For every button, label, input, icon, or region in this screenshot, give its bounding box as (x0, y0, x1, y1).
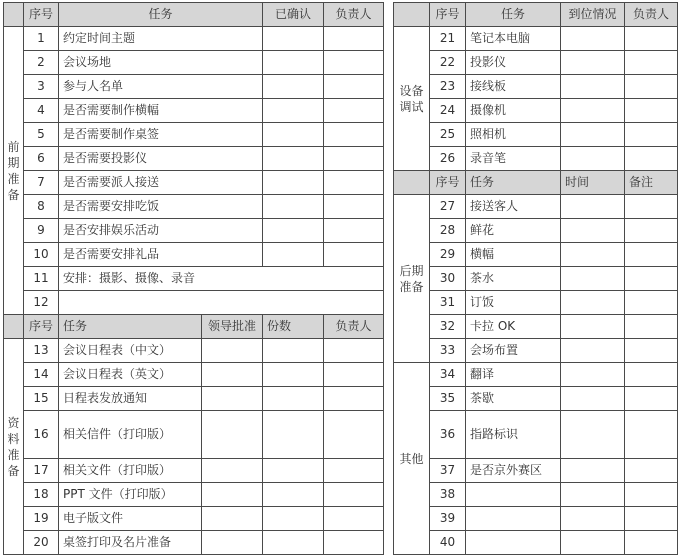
task-cell: 参与人名单 (59, 75, 263, 99)
owner-cell[interactable] (324, 411, 384, 459)
table-row (394, 99, 678, 123)
row-number: 21 (430, 27, 466, 51)
table-row (4, 27, 384, 51)
note-cell[interactable] (625, 363, 678, 387)
row-number: 23 (430, 75, 466, 99)
row-number: 18 (24, 483, 59, 507)
owner-header: 负责人 (324, 3, 384, 27)
note-cell[interactable] (625, 387, 678, 411)
row-number: 16 (24, 411, 59, 459)
task-cell: 录音笔 (466, 147, 561, 171)
owner-cell[interactable] (625, 147, 678, 171)
owner-cell[interactable] (324, 195, 384, 219)
row-number: 15 (24, 387, 59, 411)
copies-cell[interactable] (263, 483, 324, 507)
task-cell: 指路标识 (466, 411, 561, 459)
time-cell[interactable] (561, 459, 625, 483)
approval-cell[interactable] (202, 339, 263, 363)
note-cell[interactable] (625, 219, 678, 243)
owner-header: 负责人 (324, 315, 384, 339)
owner-cell[interactable] (324, 531, 384, 555)
row-number: 1 (24, 27, 59, 51)
row-number: 34 (430, 363, 466, 387)
time-cell[interactable] (561, 411, 625, 459)
time-cell[interactable] (561, 219, 625, 243)
task-cell: 是否需要安排吃饭 (59, 195, 263, 219)
section-label-post: 后期准备 (394, 195, 430, 363)
table-row (394, 195, 678, 219)
left-subheader-row (4, 315, 384, 339)
row-number: 32 (430, 315, 466, 339)
task-cell: 订饭 (466, 291, 561, 315)
copies-cell[interactable] (263, 387, 324, 411)
task-cell: 会议日程表（中文） (59, 339, 202, 363)
task-cell: 是否需要制作横幅 (59, 99, 263, 123)
corner-cell (4, 3, 24, 27)
note-cell[interactable] (625, 339, 678, 363)
task-header: 任务 (59, 315, 202, 339)
seq-header: 序号 (24, 315, 59, 339)
row-number: 17 (24, 459, 59, 483)
task-header: 任务 (466, 3, 561, 27)
task-cell: 接送客人 (466, 195, 561, 219)
table-row (394, 291, 678, 315)
left-checklist-table (3, 2, 384, 555)
owner-cell[interactable] (625, 75, 678, 99)
task-cell: 是否京外赛区 (466, 459, 561, 483)
note-cell[interactable] (625, 315, 678, 339)
approval-cell[interactable] (202, 387, 263, 411)
approval-cell[interactable] (202, 531, 263, 555)
arrival-cell[interactable] (561, 27, 625, 51)
confirmed-cell[interactable] (263, 171, 324, 195)
owner-cell[interactable] (324, 51, 384, 75)
task-cell: 翻译 (466, 363, 561, 387)
task-cell: 相关文件（打印版） (59, 459, 202, 483)
seq-header: 序号 (430, 171, 466, 195)
note-header: 备注 (625, 171, 678, 195)
row-number: 9 (24, 219, 59, 243)
row-number: 4 (24, 99, 59, 123)
arrival-cell[interactable] (561, 123, 625, 147)
approval-cell[interactable] (202, 363, 263, 387)
table-row (4, 291, 384, 315)
time-cell[interactable] (561, 339, 625, 363)
time-cell[interactable] (561, 387, 625, 411)
owner-cell[interactable] (324, 507, 384, 531)
owner-cell[interactable] (324, 243, 384, 267)
table-row (394, 507, 678, 531)
time-cell[interactable] (561, 267, 625, 291)
owner-cell[interactable] (625, 99, 678, 123)
task-cell[interactable] (466, 531, 561, 555)
task-cell: 是否需要制作桌签 (59, 123, 263, 147)
task-cell: 是否安排娱乐活动 (59, 219, 263, 243)
time-cell[interactable] (561, 195, 625, 219)
table-row (4, 507, 384, 531)
time-cell[interactable] (561, 315, 625, 339)
note-cell[interactable] (625, 459, 678, 483)
table-row (394, 27, 678, 51)
task-cell: 茶水 (466, 267, 561, 291)
task-cell: 鲜花 (466, 219, 561, 243)
task-cell: 会议场地 (59, 51, 263, 75)
approval-cell[interactable] (202, 507, 263, 531)
section-label-other: 其他 (394, 363, 430, 555)
note-cell[interactable] (625, 195, 678, 219)
note-cell[interactable] (625, 507, 678, 531)
section-label-equipment: 设备调试 (394, 27, 430, 171)
copies-cell[interactable] (263, 363, 324, 387)
row-number: 27 (430, 195, 466, 219)
confirmed-cell[interactable] (263, 75, 324, 99)
table-row (394, 75, 678, 99)
table-row (394, 531, 678, 555)
copies-cell[interactable] (263, 507, 324, 531)
task-cell: 卡拉 OK (466, 315, 561, 339)
owner-cell[interactable] (324, 459, 384, 483)
task-cell: 照相机 (466, 123, 561, 147)
row-number: 33 (430, 339, 466, 363)
row-number: 3 (24, 75, 59, 99)
row-number: 19 (24, 507, 59, 531)
task-cell: 电子版文件 (59, 507, 202, 531)
row-number: 8 (24, 195, 59, 219)
row-number: 7 (24, 171, 59, 195)
table-row (4, 387, 384, 411)
note-cell[interactable] (625, 531, 678, 555)
table-row (4, 123, 384, 147)
task-cell: 是否需要派人接送 (59, 171, 263, 195)
row-number: 40 (430, 531, 466, 555)
table-row (394, 411, 678, 459)
table-row (394, 315, 678, 339)
table-row (394, 219, 678, 243)
row-number: 2 (24, 51, 59, 75)
task-cell: 会议日程表（英文） (59, 363, 202, 387)
note-cell[interactable] (625, 267, 678, 291)
time-cell[interactable] (561, 291, 625, 315)
task-cell: 摄像机 (466, 99, 561, 123)
row-number: 29 (430, 243, 466, 267)
task-cell: 是否需要投影仪 (59, 147, 263, 171)
owner-cell[interactable] (625, 123, 678, 147)
note-cell[interactable] (625, 243, 678, 267)
owner-cell[interactable] (324, 99, 384, 123)
table-row (394, 243, 678, 267)
task-cell[interactable] (59, 291, 384, 315)
corner-cell (394, 171, 430, 195)
table-row (4, 147, 384, 171)
copies-cell[interactable] (263, 459, 324, 483)
approval-header: 领导批准 (202, 315, 263, 339)
right-checklist-table (393, 2, 678, 555)
owner-cell[interactable] (324, 75, 384, 99)
task-cell: 相关信件（打印版） (59, 411, 202, 459)
owner-cell[interactable] (625, 27, 678, 51)
task-header: 任务 (59, 3, 263, 27)
note-cell[interactable] (625, 411, 678, 459)
table-row (394, 267, 678, 291)
table-row (4, 483, 384, 507)
row-number: 22 (430, 51, 466, 75)
task-cell: 笔记本电脑 (466, 27, 561, 51)
row-number: 6 (24, 147, 59, 171)
table-row (4, 267, 384, 291)
row-number: 12 (24, 291, 59, 315)
owner-cell[interactable] (324, 483, 384, 507)
owner-cell[interactable] (324, 123, 384, 147)
confirmed-cell[interactable] (263, 195, 324, 219)
confirmed-cell[interactable] (263, 123, 324, 147)
table-row (4, 75, 384, 99)
row-number: 26 (430, 147, 466, 171)
row-number: 20 (24, 531, 59, 555)
row-number: 30 (430, 267, 466, 291)
table-row (4, 459, 384, 483)
row-number: 38 (430, 483, 466, 507)
task-cell: 投影仪 (466, 51, 561, 75)
corner-cell (394, 3, 430, 27)
arrival-cell[interactable] (561, 147, 625, 171)
row-number: 35 (430, 387, 466, 411)
arrival-header: 到位情况 (561, 3, 625, 27)
owner-cell[interactable] (324, 171, 384, 195)
task-cell[interactable] (466, 507, 561, 531)
section-label-prep: 前期准备 (4, 27, 24, 315)
note-cell[interactable] (625, 483, 678, 507)
arrival-cell[interactable] (561, 99, 625, 123)
arrival-cell[interactable] (561, 75, 625, 99)
row-number: 39 (430, 507, 466, 531)
task-cell: 是否需要安排礼品 (59, 243, 263, 267)
table-row (4, 171, 384, 195)
seq-header: 序号 (24, 3, 59, 27)
row-number: 31 (430, 291, 466, 315)
row-number: 5 (24, 123, 59, 147)
table-row (394, 339, 678, 363)
table-row (4, 99, 384, 123)
table-row (4, 339, 384, 363)
table-row (394, 147, 678, 171)
owner-cell[interactable] (625, 51, 678, 75)
approval-cell[interactable] (202, 483, 263, 507)
time-cell[interactable] (561, 531, 625, 555)
time-cell[interactable] (561, 363, 625, 387)
left-header-row (4, 3, 384, 27)
owner-header: 负责人 (625, 3, 678, 27)
section-label-docs: 资料准备 (4, 339, 24, 555)
time-cell[interactable] (561, 507, 625, 531)
task-cell: 接线板 (466, 75, 561, 99)
table-row (394, 123, 678, 147)
copies-header: 份数 (263, 315, 324, 339)
table-row (4, 531, 384, 555)
note-cell[interactable] (625, 291, 678, 315)
time-cell[interactable] (561, 243, 625, 267)
owner-cell[interactable] (324, 363, 384, 387)
task-cell[interactable] (466, 483, 561, 507)
arrival-cell[interactable] (561, 51, 625, 75)
time-header: 时间 (561, 171, 625, 195)
row-number: 25 (430, 123, 466, 147)
task-cell: 桌签打印及名片准备 (59, 531, 202, 555)
task-cell: 安排：摄影、摄像、录音 (59, 267, 384, 291)
row-number: 10 (24, 243, 59, 267)
time-cell[interactable] (561, 483, 625, 507)
approval-cell[interactable] (202, 459, 263, 483)
confirmed-cell[interactable] (263, 219, 324, 243)
row-number: 11 (24, 267, 59, 291)
confirmed-cell[interactable] (263, 147, 324, 171)
task-cell: 约定时间主题 (59, 27, 263, 51)
row-number: 13 (24, 339, 59, 363)
row-number: 37 (430, 459, 466, 483)
table-row (4, 243, 384, 267)
corner-cell (4, 315, 24, 339)
owner-cell[interactable] (324, 27, 384, 51)
row-number: 36 (430, 411, 466, 459)
table-row (4, 411, 384, 459)
task-cell: 日程表发放通知 (59, 387, 202, 411)
task-cell: 会场布置 (466, 339, 561, 363)
row-number: 28 (430, 219, 466, 243)
table-row (394, 459, 678, 483)
copies-cell[interactable] (263, 411, 324, 459)
owner-cell[interactable] (324, 339, 384, 363)
task-cell: PPT 文件（打印版） (59, 483, 202, 507)
table-row (4, 195, 384, 219)
task-cell: 茶歇 (466, 387, 561, 411)
confirmed-cell[interactable] (263, 243, 324, 267)
seq-header: 序号 (430, 3, 466, 27)
table-row (4, 51, 384, 75)
owner-cell[interactable] (324, 387, 384, 411)
confirmed-cell[interactable] (263, 51, 324, 75)
table-row (394, 387, 678, 411)
row-number: 24 (430, 99, 466, 123)
copies-cell[interactable] (263, 339, 324, 363)
right-header-row (394, 3, 678, 27)
table-row (394, 483, 678, 507)
owner-cell[interactable] (324, 219, 384, 243)
copies-cell[interactable] (263, 531, 324, 555)
task-header: 任务 (466, 171, 561, 195)
confirmed-cell[interactable] (263, 99, 324, 123)
confirmed-cell[interactable] (263, 27, 324, 51)
table-row (394, 51, 678, 75)
table-row (394, 363, 678, 387)
row-number: 14 (24, 363, 59, 387)
confirmed-header: 已确认 (263, 3, 324, 27)
table-row (4, 219, 384, 243)
task-cell: 横幅 (466, 243, 561, 267)
approval-cell[interactable] (202, 411, 263, 459)
right-subheader-row (394, 171, 678, 195)
table-row (4, 363, 384, 387)
owner-cell[interactable] (324, 147, 384, 171)
